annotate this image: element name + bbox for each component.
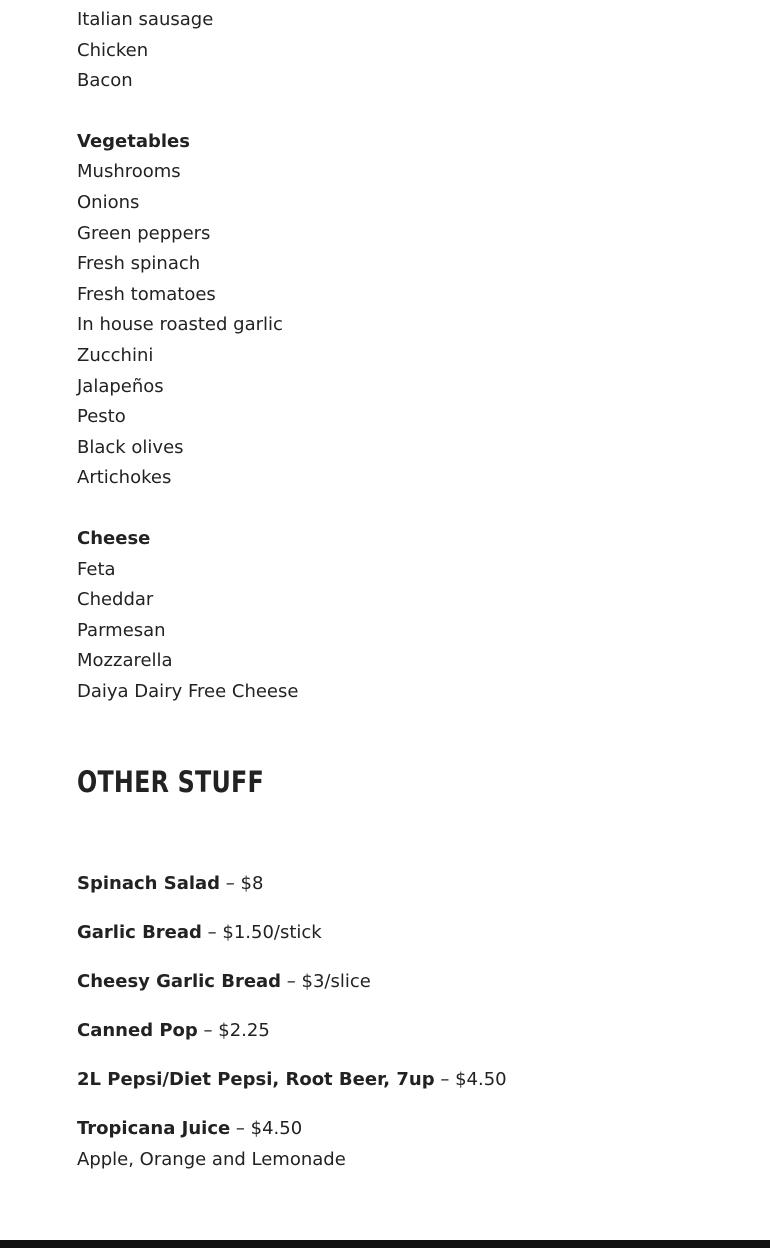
topping-item: Pesto [77, 406, 126, 428]
menu-content [77, 0, 737, 1194]
toppings-group-vegetables [77, 127, 737, 494]
topping-item: Italian sausage [77, 9, 214, 30]
menu-item-spinach-salad [77, 869, 737, 900]
menu-item-tropicana-juice [77, 1114, 737, 1175]
menu-item-garlic-bread [77, 918, 737, 949]
topping-item: Chicken [77, 39, 149, 61]
menu-item-2l-pop [77, 1065, 737, 1096]
category-heading: Cheese [77, 527, 151, 549]
topping-item: Green peppers [77, 222, 211, 244]
toppings-group-meat [77, 5, 737, 97]
topping-item: Jalapeños [77, 375, 164, 397]
topping-item: Mozzarella [77, 650, 173, 672]
menu-item-price: – $2.25 [197, 1020, 270, 1042]
menu-item-cheesy-garlic-bread [77, 967, 737, 998]
topping-item: Bacon [77, 70, 133, 92]
menu-item-description: Apple, Orange and Lemonade [77, 1148, 346, 1170]
menu-item-name: 2L Pepsi/Diet Pepsi, Root Beer, 7up [77, 1069, 435, 1091]
category-heading: Vegetables [77, 130, 190, 152]
topping-item: Fresh spinach [77, 253, 201, 275]
topping-item: Daiya Dairy Free Cheese [77, 680, 299, 702]
footer-bar [0, 1240, 770, 1248]
topping-item: Onions [77, 191, 140, 213]
topping-item: Zucchini [77, 344, 154, 366]
topping-item: Black olives [77, 436, 184, 458]
menu-item-price: – $3/slice [281, 971, 371, 993]
menu-item-name: Spinach Salad [77, 873, 221, 895]
menu-item-name: Canned Pop [77, 1020, 198, 1042]
menu-item-price: – $1.50/stick [201, 922, 322, 944]
menu-item-name: Cheesy Garlic Bread [77, 971, 282, 993]
menu-item-canned-pop [77, 1016, 737, 1047]
topping-item: Parmesan [77, 619, 166, 641]
section-title-other-stuff: OTHER STUFF [77, 765, 265, 800]
menu-item-price: – $4.50 [230, 1118, 303, 1140]
topping-item: Cheddar [77, 589, 154, 611]
topping-item: Mushrooms [77, 161, 181, 183]
topping-item: Feta [77, 558, 116, 580]
menu-item-price: – $8 [220, 873, 264, 895]
menu-item-name: Garlic Bread [77, 922, 202, 944]
toppings-group-cheese [77, 524, 737, 708]
topping-item: Artichokes [77, 467, 172, 489]
menu-item-price: – $4.50 [434, 1069, 507, 1091]
topping-item: In house roasted garlic [77, 314, 283, 336]
menu-item-name: Tropicana Juice [77, 1118, 231, 1140]
other-stuff-list [77, 869, 737, 1175]
topping-item: Fresh tomatoes [77, 283, 216, 305]
